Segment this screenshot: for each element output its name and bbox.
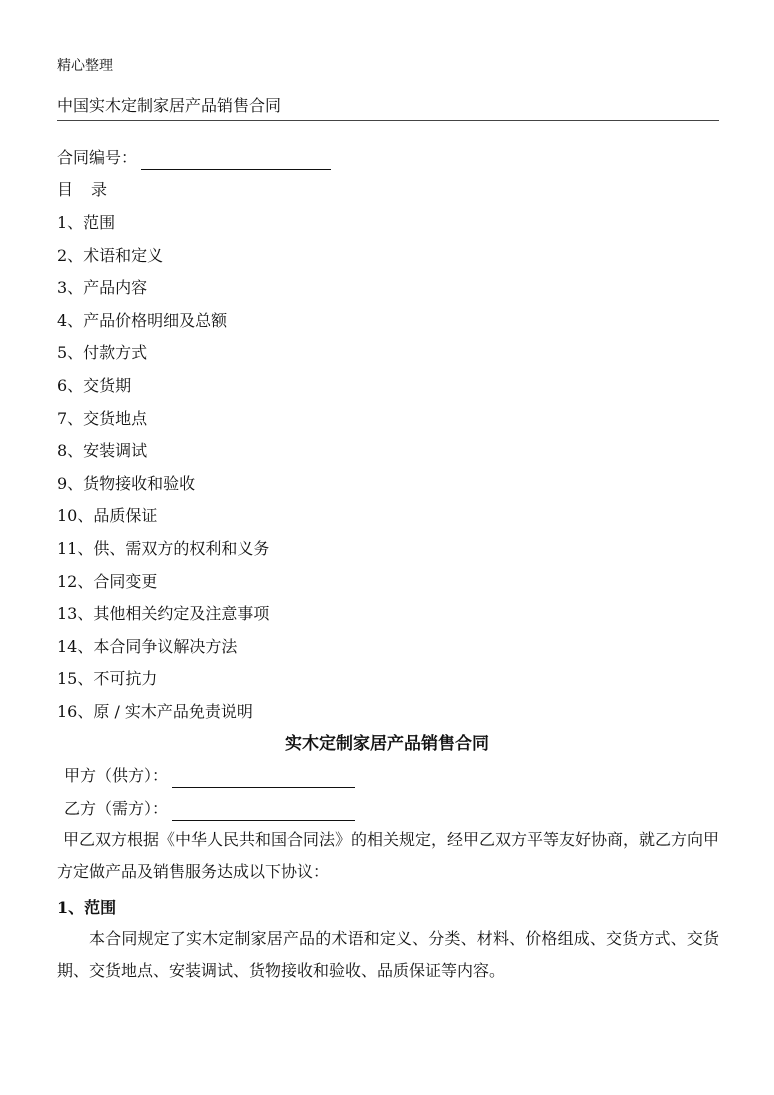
toc-item: 2、术语和定义 <box>57 245 164 265</box>
toc-item: 14、本合同争议解决方法 <box>57 636 238 656</box>
contract-title: 实木定制家居产品销售合同 <box>285 734 489 754</box>
toc-item: 7、交货地点 <box>57 408 148 428</box>
toc-item: 13、其他相关约定及注意事项 <box>57 604 270 624</box>
intro-paragraph: 甲乙双方根据《中华人民共和国合同法》的相关规定，经甲乙双方平等友好协商，就乙方向甲方定做产品及销售服务达成以下协议： <box>57 830 720 881</box>
party-a-field <box>64 764 355 788</box>
header-title: 中国实木定制家居产品销售合同 <box>57 96 282 115</box>
party-a-label: 甲方（供方）： <box>64 766 169 785</box>
contract-number-field <box>57 146 331 170</box>
party-b-label: 乙方（需方）： <box>64 799 169 818</box>
toc-item: 11、供、需双方的权利和义务 <box>57 538 270 558</box>
party-b-field <box>64 797 355 821</box>
toc-item: 10、品质保证 <box>57 506 158 526</box>
party-b-blank <box>172 800 355 821</box>
toc-item: 8、安装调试 <box>57 441 148 461</box>
scope-paragraph: 本合同规定了实木定制家居产品的术语和定义、分类、材料、价格组成、交货方式、交货期、交货地点、安装调试、货物接收和验收、品质保证等内容。 <box>57 929 719 980</box>
header-divider <box>57 120 719 121</box>
toc-item: 9、货物接收和验收 <box>57 473 196 493</box>
toc-item: 15、不可抗力 <box>57 669 158 689</box>
toc-heading: 目录 <box>57 180 126 199</box>
toc-item: 1、范围 <box>57 213 116 232</box>
section-heading-scope: 1、范围 <box>57 898 117 917</box>
toc-item: 3、产品内容 <box>57 278 148 298</box>
table-of-contents <box>57 211 269 733</box>
contract-number-blank <box>141 149 331 170</box>
toc-item: 5、付款方式 <box>57 343 148 363</box>
party-a-blank <box>172 767 355 788</box>
toc-item: 12、合同变更 <box>57 571 158 591</box>
toc-item: 16、原 / 实木产品免责说明 <box>57 701 253 721</box>
contract-number-label: 合同编号： <box>57 148 138 167</box>
toc-item: 4、产品价格明细及总额 <box>57 310 228 330</box>
header-label: 精心整理 <box>57 58 113 74</box>
toc-item: 6、交货期 <box>57 375 132 395</box>
